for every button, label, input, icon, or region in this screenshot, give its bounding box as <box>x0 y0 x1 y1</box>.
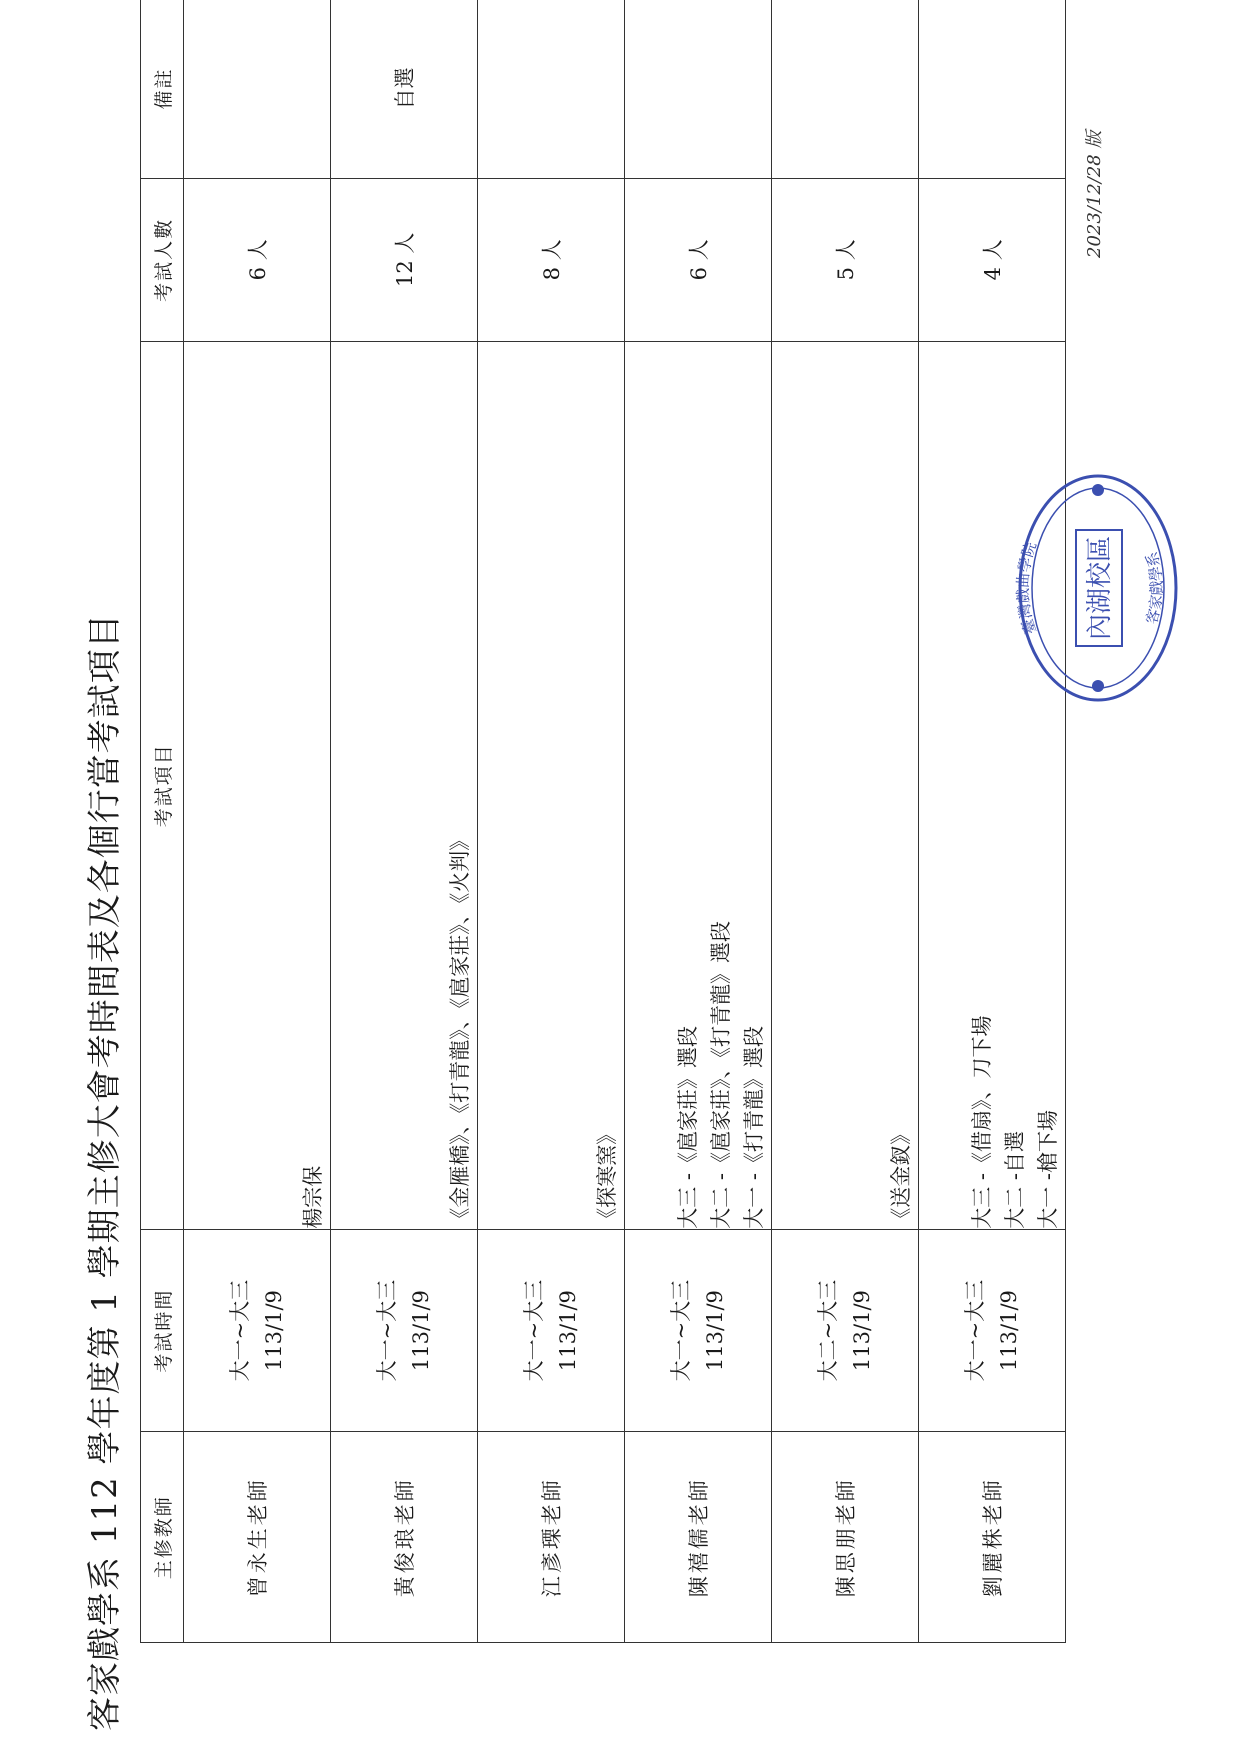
exam-item-line: 大一 -《打青龍》選段 <box>742 1025 766 1229</box>
exam-item-line: 大一 -槍下場 <box>1036 1109 1060 1229</box>
exam-grade-range: 大一~大三 <box>522 1279 546 1382</box>
exam-date: 113/1/9 <box>850 1290 874 1372</box>
teacher-name: 黃俊琅老師 <box>331 1432 478 1643</box>
exam-count: 5 人 <box>772 178 919 341</box>
seal-flower-icon-right <box>1092 484 1104 496</box>
exam-item-line: 《探寒窯》 <box>595 1123 619 1229</box>
header-time: 考試時間 <box>141 1229 184 1432</box>
exam-date: 113/1/9 <box>262 1290 286 1372</box>
exam-count: 12 人 <box>331 178 478 341</box>
document-title: 客家戲學系 112 學年度第 1 學期主修大會考時間表及各個行當考試項目 <box>85 613 125 1731</box>
exam-items <box>478 341 625 1229</box>
teacher-name: 陳禧儒老師 <box>625 1432 772 1643</box>
exam-count: 4 人 <box>919 178 1066 341</box>
exam-count: 6 人 <box>625 178 772 341</box>
teacher-name: 陳思朋老師 <box>772 1432 919 1643</box>
exam-grade-range: 大一~大三 <box>228 1279 252 1382</box>
exam-item-line: 《金雁橋》、《打青龍》、《扈家莊》、《火判》 <box>448 829 472 1229</box>
seal-top-text: 臺灣戲曲學院 <box>1013 539 1041 637</box>
exam-note <box>478 0 625 178</box>
teacher-name: 曾永生老師 <box>184 1432 331 1643</box>
table-row <box>184 0 331 1643</box>
exam-note <box>184 0 331 178</box>
exam-schedule-table <box>140 0 1066 1643</box>
department-seal <box>1010 468 1180 708</box>
exam-grade-range: 大一~大三 <box>375 1279 399 1382</box>
exam-note <box>919 0 1066 178</box>
exam-time <box>331 1229 478 1432</box>
exam-time <box>625 1229 772 1432</box>
version-label: 2023/12/28 版 <box>1084 130 1105 258</box>
exam-time <box>919 1229 1066 1432</box>
exam-grade-range: 大一~大三 <box>669 1279 693 1382</box>
exam-note <box>772 0 919 178</box>
table-row <box>919 0 1066 1643</box>
exam-items <box>772 341 919 1229</box>
exam-items <box>184 341 331 1229</box>
exam-item-line: 大二 -《扈家莊》、《打青龍》選段 <box>709 920 733 1229</box>
table-row <box>625 0 772 1643</box>
exam-date: 113/1/9 <box>997 1290 1021 1372</box>
exam-count: 6 人 <box>184 178 331 341</box>
exam-items <box>625 341 772 1229</box>
exam-date: 113/1/9 <box>703 1290 727 1372</box>
table-row <box>331 0 478 1643</box>
exam-grade-range: 大二~大三 <box>816 1279 840 1382</box>
exam-time <box>772 1229 919 1432</box>
exam-date: 113/1/9 <box>556 1290 580 1372</box>
exam-note <box>625 0 772 178</box>
exam-time <box>478 1229 625 1432</box>
header-items: 考試項目 <box>141 341 184 1229</box>
header-note: 備註 <box>141 0 184 178</box>
exam-note: 自選 <box>331 0 478 178</box>
exam-item-line: 大三 -《扈家莊》選段 <box>676 1025 700 1229</box>
seal-flower-icon-left <box>1092 680 1104 692</box>
exam-item-line: 《送金釵》 <box>889 1123 913 1229</box>
table-row <box>478 0 625 1643</box>
exam-date: 113/1/9 <box>409 1290 433 1372</box>
teacher-name: 劉麗株老師 <box>919 1432 1066 1643</box>
header-teacher: 主修教師 <box>141 1432 184 1643</box>
seal-bottom-text: 客家戲學系 <box>1142 549 1166 627</box>
exam-time <box>184 1229 331 1432</box>
teacher-name: 江彥瑮老師 <box>478 1432 625 1643</box>
exam-item-line: 大二 -自選 <box>1003 1130 1027 1229</box>
exam-grade-range: 大一~大三 <box>963 1279 987 1382</box>
table-header-row <box>141 0 184 1643</box>
table-row <box>772 0 919 1643</box>
seal-center-text: 內湖校區 <box>1085 535 1115 641</box>
header-count: 考試人數 <box>141 178 184 341</box>
exam-count: 8 人 <box>478 178 625 341</box>
exam-item-line: 楊宗保 <box>301 1165 325 1229</box>
exam-item-line: 大三 -《借扇》、刀下場 <box>970 1015 994 1229</box>
exam-items <box>331 341 478 1229</box>
